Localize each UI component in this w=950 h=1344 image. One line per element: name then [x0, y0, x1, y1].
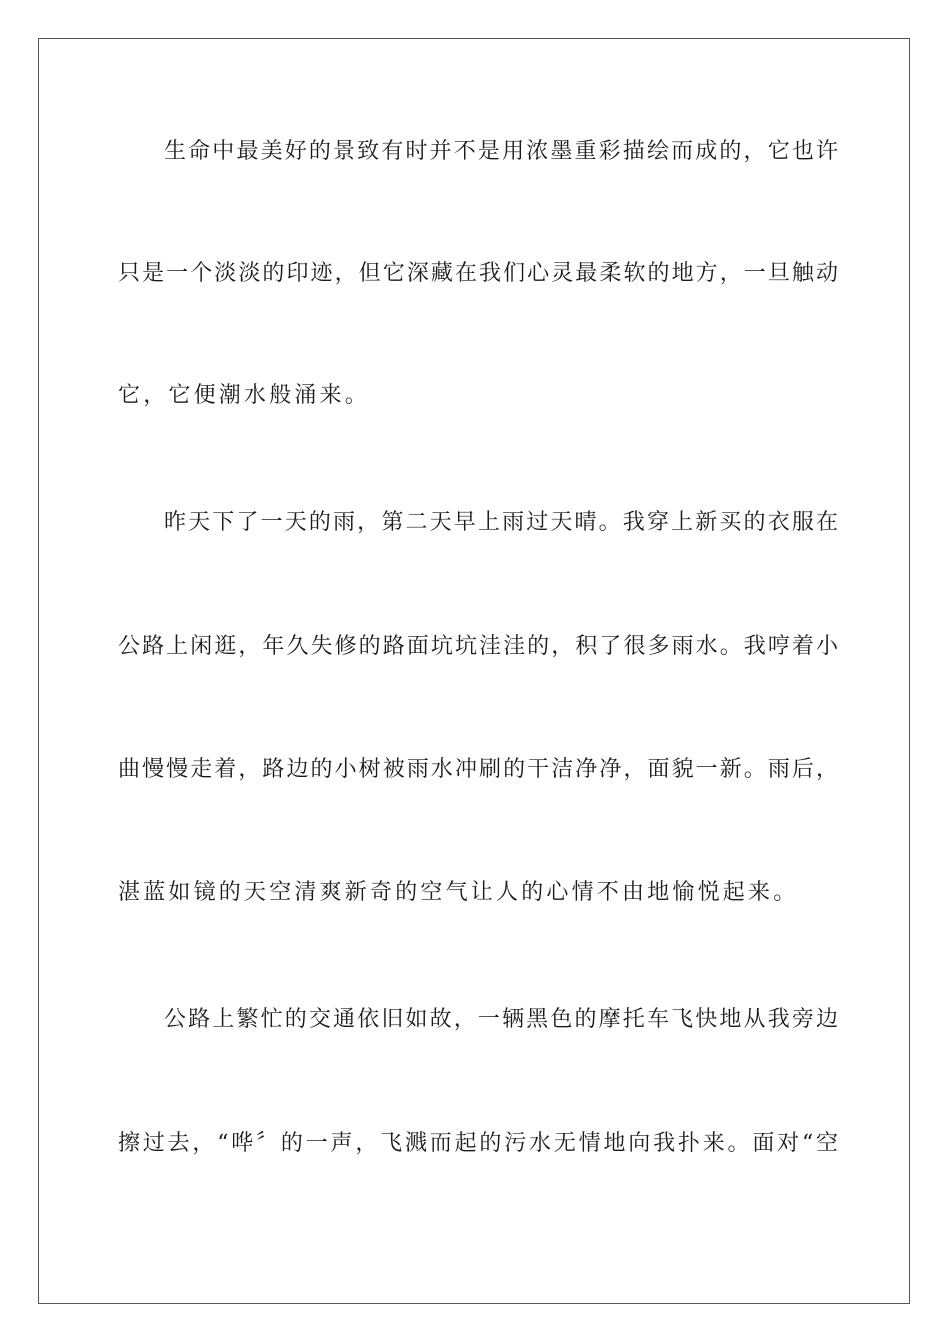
paragraph-2-line-4: 湛蓝如镜的天空清爽新奇的空气让人的心情不由地愉悦起来。: [118, 880, 799, 905]
paragraph-3-line-2: 擦过去，“哗〞的一声，飞溅而起的污水无情地向我扑来。面对“空: [118, 1131, 838, 1156]
paragraph-1-line-2: 只是一个淡淡的印迹，但它深藏在我们心灵最柔软的地方，一旦触动: [118, 261, 838, 286]
paragraph-2-line-2: 公路上闲逛，年久失修的路面坑坑洼洼的，积了很多雨水。我哼着小: [118, 634, 838, 659]
paragraph-1-line-3: 它，它便潮水般涌来。: [118, 383, 371, 408]
paragraph-1-line-1: 生命中最美好的景致有时并不是用浓墨重彩描绘而成的，它也许: [164, 139, 838, 164]
page-border: [38, 38, 910, 1304]
paragraph-3-line-1: 公路上繁忙的交通依旧如故，一辆黑色的摩托车飞快地从我旁边: [164, 1007, 838, 1032]
paragraph-2-line-1: 昨天下了一天的雨，第二天早上雨过天晴。我穿上新买的衣服在: [164, 510, 838, 535]
paragraph-2-line-3: 曲慢慢走着，路边的小树被雨水冲刷的干洁净净，面貌一新。雨后，: [118, 757, 838, 782]
